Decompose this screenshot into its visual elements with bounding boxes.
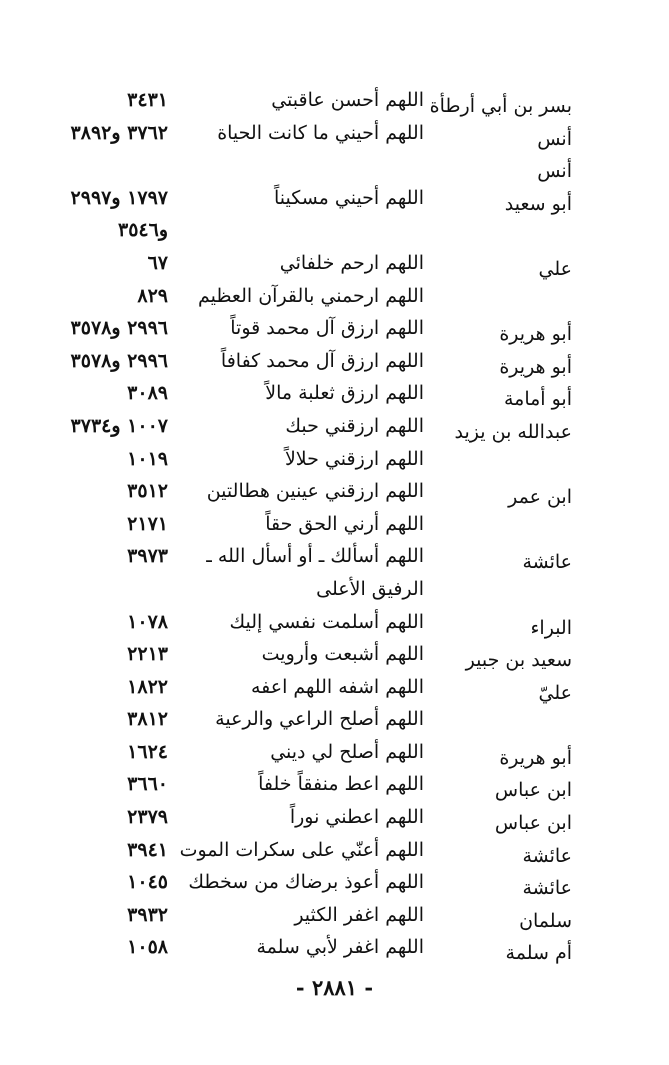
reference-numbers: ٢١٧١ <box>127 512 168 535</box>
hadith-opening: اللهم ارحم خلفائي <box>279 251 424 274</box>
reference-numbers: ١٠٥٨ <box>127 936 168 959</box>
narrator-name: أنس <box>537 160 572 183</box>
reference-numbers: ٣٨١٢ <box>127 708 168 731</box>
index-row <box>0 217 669 250</box>
hadith-opening: اللهم اغفر الكثير <box>294 903 424 926</box>
hadith-opening: اللهم ارزق آل محمد قوتاً <box>230 317 424 340</box>
reference-numbers: ٢٣٧٩ <box>127 806 168 829</box>
hadith-opening: اللهم أرني الحق حقاً <box>265 512 424 535</box>
index-row <box>0 934 669 967</box>
reference-numbers: ٢٢١٣ <box>127 643 168 666</box>
narrator-name: عائشة <box>522 551 572 574</box>
reference-numbers: ١٠٧٨ <box>127 610 168 633</box>
index-row <box>0 902 669 935</box>
hadith-opening: اللهم ارزق آل محمد كفافاً <box>220 349 424 372</box>
index-entries <box>0 87 669 967</box>
index-row <box>0 543 669 576</box>
narrator-name: سعيد بن جبير <box>465 649 572 672</box>
narrator-name: أبو أمامة <box>503 388 572 411</box>
narrator-name: البراء <box>530 616 572 639</box>
hadith-opening: اللهم أصلح الراعي والرعية <box>215 708 424 731</box>
reference-numbers: ٣٥١٢ <box>127 480 168 503</box>
index-row <box>0 837 669 870</box>
hadith-opening: اللهم أصلح لي ديني <box>270 740 424 763</box>
narrator-name: عبدالله بن يزيد <box>454 420 572 443</box>
reference-numbers: ١٨٢٢ <box>127 675 168 698</box>
index-row <box>0 739 669 772</box>
hadith-opening: اللهم أحيني ما كانت الحياة <box>217 121 424 144</box>
index-row <box>0 641 669 674</box>
narrator-name: ابن عباس <box>494 812 572 835</box>
index-row <box>0 87 669 120</box>
index-row <box>0 120 669 153</box>
hadith-opening: الرفيق الأعلى <box>316 577 424 600</box>
hadith-opening: اللهم اغفر لأبي سلمة <box>256 936 424 959</box>
index-row <box>0 478 669 511</box>
index-row <box>0 609 669 642</box>
reference-numbers: ٣٩٧٣ <box>127 545 168 568</box>
hadith-opening: اللهم ارزقني حلالاً <box>284 447 424 470</box>
reference-numbers: ١٠٠٧ و٣٧٣٤ <box>70 414 168 437</box>
index-row <box>0 315 669 348</box>
hadith-opening: اللهم ارحمني بالقرآن العظيم <box>197 284 424 307</box>
index-row <box>0 706 669 739</box>
reference-numbers: ٣٦٦٠ <box>127 773 168 796</box>
narrator-name: علي <box>538 257 572 280</box>
index-row <box>0 380 669 413</box>
narrator-name: أم سلمة <box>505 942 572 965</box>
index-row <box>0 511 669 544</box>
index-row <box>0 283 669 316</box>
index-row <box>0 413 669 446</box>
narrator-name: ابن عمر <box>508 486 572 509</box>
narrator-name: أبو سعيد <box>504 192 572 215</box>
reference-numbers: ٨٢٩ <box>137 284 168 307</box>
reference-numbers: ١٠٤٥ <box>127 871 168 894</box>
hadith-opening: اللهم أشبعت وأرويت <box>261 643 424 666</box>
index-row <box>0 869 669 902</box>
reference-numbers: ١٦٢٤ <box>127 740 168 763</box>
hadith-opening: اللهم اشفه اللهم اعفه <box>250 675 424 698</box>
hadith-opening: اللهم اعط منفقاً خلفاً <box>258 773 424 796</box>
hadith-opening: اللهم أحيني مسكيناً <box>273 186 424 209</box>
index-row <box>0 348 669 381</box>
hadith-opening: اللهم ارزقني عينين هطالتين <box>206 480 424 503</box>
reference-numbers: ٣٩٣٢ <box>127 903 168 926</box>
page-number: - ٢٨٨١ - <box>295 975 374 1000</box>
index-row <box>0 250 669 283</box>
reference-numbers: ٢٩٩٦ و٣٥٧٨ <box>70 317 168 340</box>
reference-numbers: ١٠١٩ <box>127 447 168 470</box>
hadith-opening: اللهم أسلمت نفسي إليك <box>229 610 424 633</box>
index-row <box>0 674 669 707</box>
hadith-opening: اللهم ارزقني حبك <box>285 414 424 437</box>
hadith-opening: اللهم أحسن عاقبتي <box>271 89 424 111</box>
narrator-name: ابن عباس <box>494 779 572 802</box>
reference-numbers: ٣٤٣١ <box>127 89 168 111</box>
hadith-opening: اللهم أعوذ برضاك من سخطك <box>188 871 424 894</box>
reference-numbers: ٣٠٨٩ <box>127 382 168 405</box>
narrator-name: عليّ <box>538 681 572 704</box>
reference-numbers: و٣٥٤٦ <box>117 219 168 242</box>
narrator-name: عائشة <box>522 844 572 867</box>
narrator-name: سلمان <box>519 909 572 932</box>
narrator-name: أبو هريرة <box>499 746 572 769</box>
index-row <box>0 771 669 804</box>
narrator-name: أنس <box>537 127 572 150</box>
narrator-name: أبو هريرة <box>499 355 572 378</box>
index-row <box>0 152 669 185</box>
index-row <box>0 576 669 609</box>
reference-numbers: ٦٧ <box>147 251 168 274</box>
narrator-name: عائشة <box>522 877 572 900</box>
reference-numbers: ١٧٩٧ و٢٩٩٧ <box>70 186 168 209</box>
reference-numbers: ٣٩٤١ <box>127 838 168 861</box>
index-row <box>0 185 669 218</box>
narrator-name: أبو هريرة <box>499 323 572 346</box>
hadith-opening: اللهم اعطني نوراً <box>289 806 424 829</box>
narrator-name: بسر بن أبي أرطأة <box>429 95 572 117</box>
index-row <box>0 804 669 837</box>
reference-numbers: ٢٩٩٦ و٣٥٧٨ <box>70 349 168 372</box>
index-row <box>0 446 669 479</box>
hadith-opening: اللهم أعنّي على سكرات الموت <box>179 838 424 861</box>
reference-numbers: ٣٧٦٢ و٣٨٩٢ <box>70 121 168 144</box>
hadith-opening: اللهم ارزق ثعلبة مالاً <box>265 382 424 405</box>
hadith-opening: اللهم أسألك ـ أو أسأل الله ـ <box>206 545 424 568</box>
